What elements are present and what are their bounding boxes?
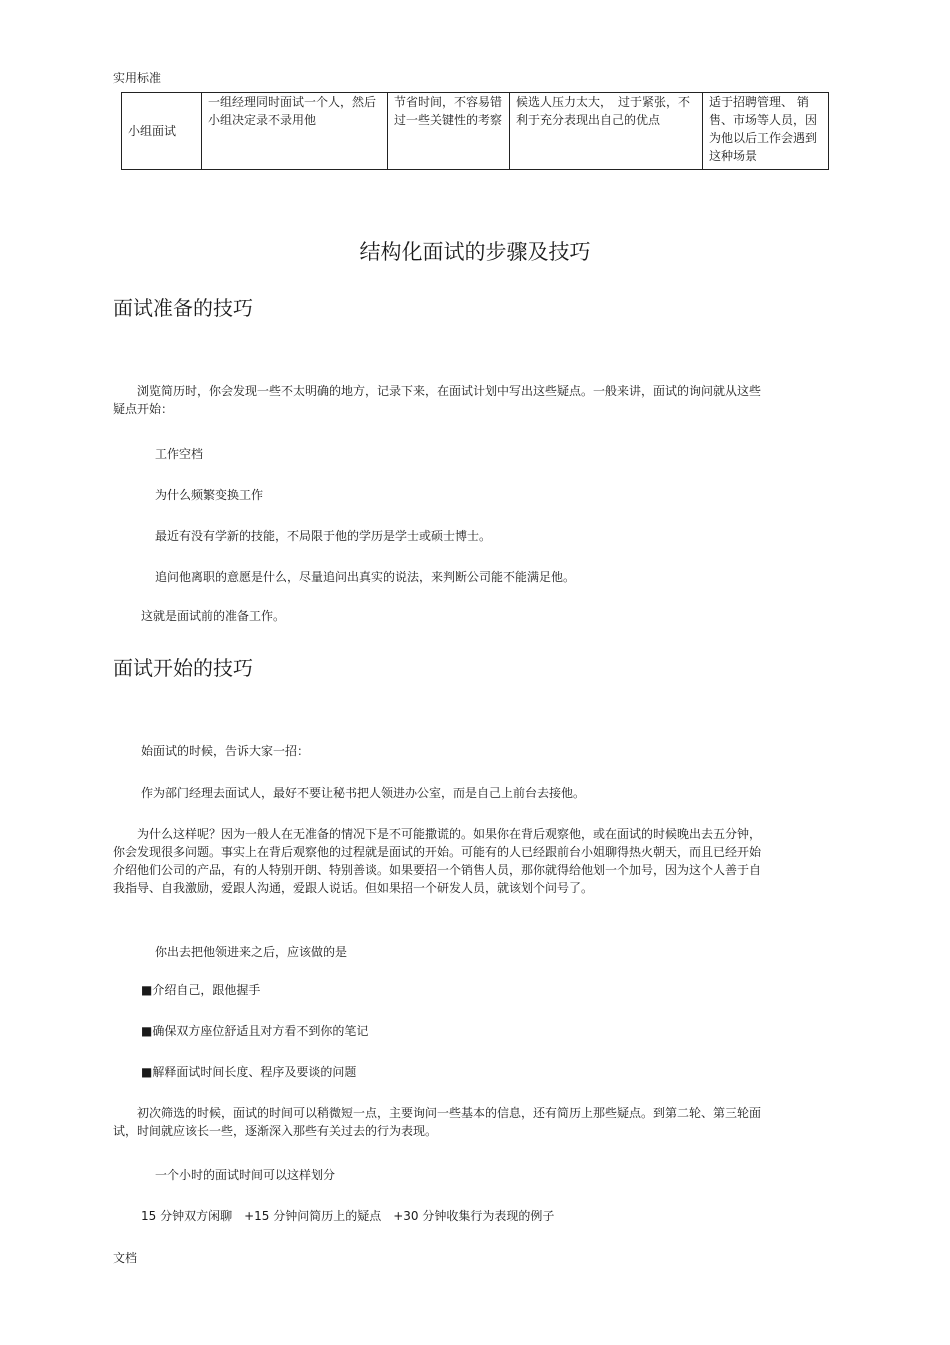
table-cell-method: 小组面试 xyxy=(122,93,202,170)
paragraph: 作为部门经理去面试人，最好不要让秘书把人领进办公室，而是自己上前台去接他。 xyxy=(141,786,586,800)
page-header: 实用标准 xyxy=(113,71,162,85)
paragraph: 始面试的时候，告诉大家一招： xyxy=(141,744,310,758)
list-item: 工作空档 xyxy=(155,447,204,461)
table-cell-disadvantage: 候选人压力太大， 过于紧张，不利于充分表现出自己的优点 xyxy=(510,93,703,170)
table-cell-description: 一组经理同时面试一个人，然后小组决定录不录用他 xyxy=(202,93,388,170)
list-item: 最近有没有学新的技能，不局限于他的学历是学士或硕士博士。 xyxy=(155,529,492,543)
method-table xyxy=(121,92,829,170)
paragraph: 初次筛选的时候，面试的时间可以稍微短一点，主要询问一些基本的信息，还有简历上那些疑点。到第二轮、第三轮面试，时间就应该长一些，逐渐深入那些有关过去的行为表现。 xyxy=(113,1106,762,1138)
paragraph: 你出去把他领进来之后，应该做的是 xyxy=(155,945,348,959)
paragraph-preparation-intro: 浏览简历时，你会发现一些不太明确的地方，记录下来，在面试计划中写出这些疑点。一般来讲，面试的询问就从这些疑点开始： xyxy=(113,384,762,416)
list-item: 追问他离职的意愿是什么，尽量追问出真实的说法，来判断公司能不能满足他。 xyxy=(155,570,576,584)
paragraph-preparation-closing: 这就是面试前的准备工作。 xyxy=(141,609,286,623)
list-item: 为什么频繁变换工作 xyxy=(155,488,264,502)
paragraph: 为什么这样呢？因为一般人在无准备的情况下是不可能撒谎的。如果你在背后观察他，或在面试的时候晚出去五分钟，你会发现很多问题。事实上在背后观察他的过程就是面试的开始。可能有的人已经跟前台小姐聊得热火朝天，而且已经开始介绍他们公司的产品，有的人特别开朗、特别善谈。如果要招一个销售人员，那你就得给他划一个加号，因为这个人善于自我指导、自我激励，爱跟人沟通，爱跟人说话。但如果招一个研发人员，就该划个问号了。 xyxy=(113,827,762,895)
table-cell-applicable: 适于招聘管理、 销售、市场等人员，因为他以后工作会遇到这种场景 xyxy=(703,93,829,170)
bullet-item: ■解释面试时间长度、程序及要谈的问题 xyxy=(141,1065,357,1079)
bullet-item: ■介绍自己，跟他握手 xyxy=(141,983,261,997)
table-cell-advantage: 节省时间，不容易错过一些关键性的考察 xyxy=(388,93,510,170)
section-heading-preparation: 面试准备的技巧 xyxy=(113,296,253,320)
paragraph: 15 分钟双方闲聊 +15 分钟问简历上的疑点 +30 分钟收集行为表现的例子 xyxy=(141,1209,555,1223)
section-heading-opening: 面试开始的技巧 xyxy=(113,656,253,680)
bullet-item: ■确保双方座位舒适且对方看不到你的笔记 xyxy=(141,1024,369,1038)
table-row xyxy=(122,93,829,170)
paragraph: 一个小时的面试时间可以这样划分 xyxy=(155,1168,336,1182)
page-footer: 文档 xyxy=(113,1251,138,1265)
document-title: 结构化面试的步骤及技巧 xyxy=(359,240,591,264)
